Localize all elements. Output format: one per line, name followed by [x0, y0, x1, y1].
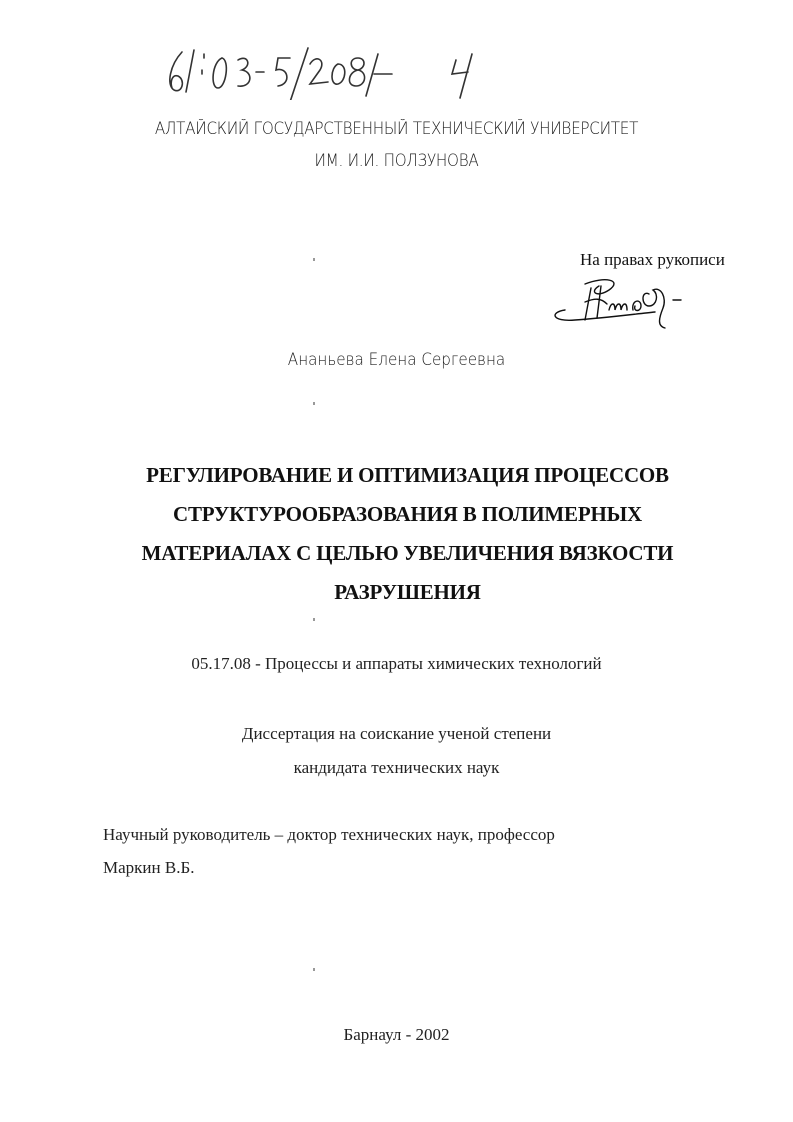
scan-speck: [313, 618, 315, 621]
scientific-advisor-title: Научный руководитель – доктор технических наук, профессор: [103, 825, 555, 844]
scan-speck: [313, 402, 315, 405]
title-line: РАЗРУШЕНИЯ: [334, 580, 481, 604]
scan-speck: [313, 968, 315, 971]
title-line: РЕГУЛИРОВАНИЕ И ОПТИМИЗАЦИЯ ПРОЦЕССОВ: [146, 463, 669, 487]
author-name: Ананьева Елена Сергеевна: [287, 350, 506, 369]
scientific-advisor-name: Маркин В.Б.: [103, 858, 195, 877]
author-signature: [545, 270, 705, 335]
handwritten-archive-number: [160, 40, 490, 100]
handwritten-number-drawing: [160, 40, 490, 100]
degree-statement: Диссертация на соискание ученой степени: [241, 724, 552, 743]
manuscript-rights-note: На правах рукописи: [580, 250, 725, 269]
city-year: Барнаул - 2002: [343, 1025, 450, 1044]
university-name: АЛТАЙСКИЙ ГОСУДАРСТВЕННЫЙ ТЕХНИЧЕСКИЙ УНИВЕРСИТЕТ: [154, 119, 639, 138]
degree-level: кандидата технических наук: [293, 758, 500, 777]
dissertation-title: [120, 456, 695, 612]
title-line: МАТЕРИАЛАХ С ЦЕЛЬЮ УВЕЛИЧЕНИЯ ВЯЗКОСТИ: [141, 541, 674, 565]
scan-speck: [313, 258, 315, 261]
signature-drawing: [545, 270, 705, 335]
title-line: СТРУКТУРООБРАЗОВАНИЯ В ПОЛИМЕРНЫХ: [173, 502, 642, 526]
university-honorific: ИМ. И.И. ПОЛЗУНОВА: [314, 151, 479, 170]
specialty-code: 05.17.08 - Процессы и аппараты химических технологий: [191, 654, 602, 673]
